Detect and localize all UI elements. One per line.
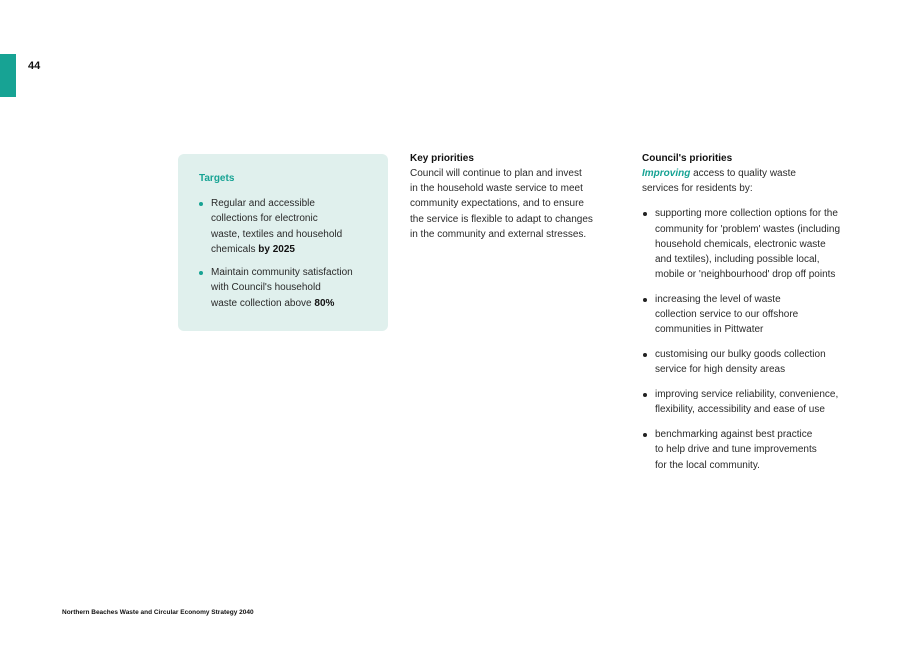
target-line: Maintain community satisfaction (211, 267, 353, 279)
target-line: waste, textiles and household (211, 228, 343, 240)
target-line: Regular and accessible (211, 198, 315, 209)
list-line: flexibility, accessibility and ease of use (655, 404, 825, 416)
intro-text: services for residents by: (642, 183, 753, 195)
target-line: chemicals (211, 243, 259, 255)
councils-priorities-column (642, 152, 857, 482)
key-priorities-column (410, 152, 610, 242)
intro-text: access to quality waste (690, 168, 796, 179)
target-line: waste collection above (211, 297, 315, 309)
list-item (642, 206, 857, 282)
list-item (642, 427, 857, 473)
list-line: service for high density areas (655, 364, 786, 376)
intro-accent: Improving (642, 168, 691, 179)
bullet-icon (199, 271, 203, 275)
list-line: collection service to our offshore (655, 309, 799, 321)
list-line: community for 'problem' wastes (including (655, 223, 840, 235)
list-line: improving service reliability, convenience, (655, 389, 839, 401)
text-line: the service is flexible to adapt to changes (410, 213, 593, 225)
page-number: 44 (28, 60, 41, 72)
list-line: mobile or 'neighbourhood' drop off points (655, 269, 836, 281)
key-priorities-heading: Key priorities (410, 153, 474, 164)
bullet-icon (643, 298, 647, 302)
text-line: Council will continue to plan and invest (410, 168, 582, 179)
councils-priorities-heading: Council's priorities (642, 153, 733, 164)
list-line: supporting more collection options for the (655, 208, 838, 220)
list-item (642, 387, 857, 417)
list-line: for the local community. (655, 459, 760, 471)
target-line: with Council's household (211, 282, 321, 294)
councils-priorities-intro (642, 166, 857, 196)
list-item (642, 292, 857, 338)
targets-panel (178, 154, 388, 331)
bullet-icon (643, 433, 647, 437)
list-item (642, 347, 857, 377)
target-item-satisfaction (199, 265, 368, 311)
list-line: and textiles), including possible local, (655, 254, 820, 266)
list-line: communities in Pittwater (655, 324, 764, 336)
councils-priorities-list (642, 206, 857, 472)
text-line: in the household waste service to meet (410, 183, 583, 195)
bullet-icon (199, 202, 203, 206)
list-line: to help drive and tune improvements (655, 444, 817, 456)
document-footer: Northern Beaches Waste and Circular Economy Strategy 2040 (62, 609, 254, 616)
targets-list (199, 196, 368, 311)
target-deadline: by 2025 (258, 243, 295, 255)
list-line: customising our bulky goods collection (655, 349, 826, 361)
list-line: household chemicals, electronic waste (655, 238, 826, 250)
target-line: collections for electronic (211, 213, 318, 225)
text-line: community expectations, and to ensure (410, 198, 584, 210)
target-percentage: 80% (314, 297, 335, 309)
bullet-icon (643, 212, 647, 216)
section-tab-marker (0, 54, 16, 97)
text-line: in the community and external stresses. (410, 228, 587, 240)
targets-title: Targets (199, 173, 235, 184)
list-line: benchmarking against best practice (655, 429, 813, 441)
list-line: increasing the level of waste (655, 294, 781, 306)
bullet-icon (643, 393, 647, 397)
key-priorities-text (410, 166, 610, 242)
bullet-icon (643, 353, 647, 357)
target-item-collections (199, 196, 368, 257)
